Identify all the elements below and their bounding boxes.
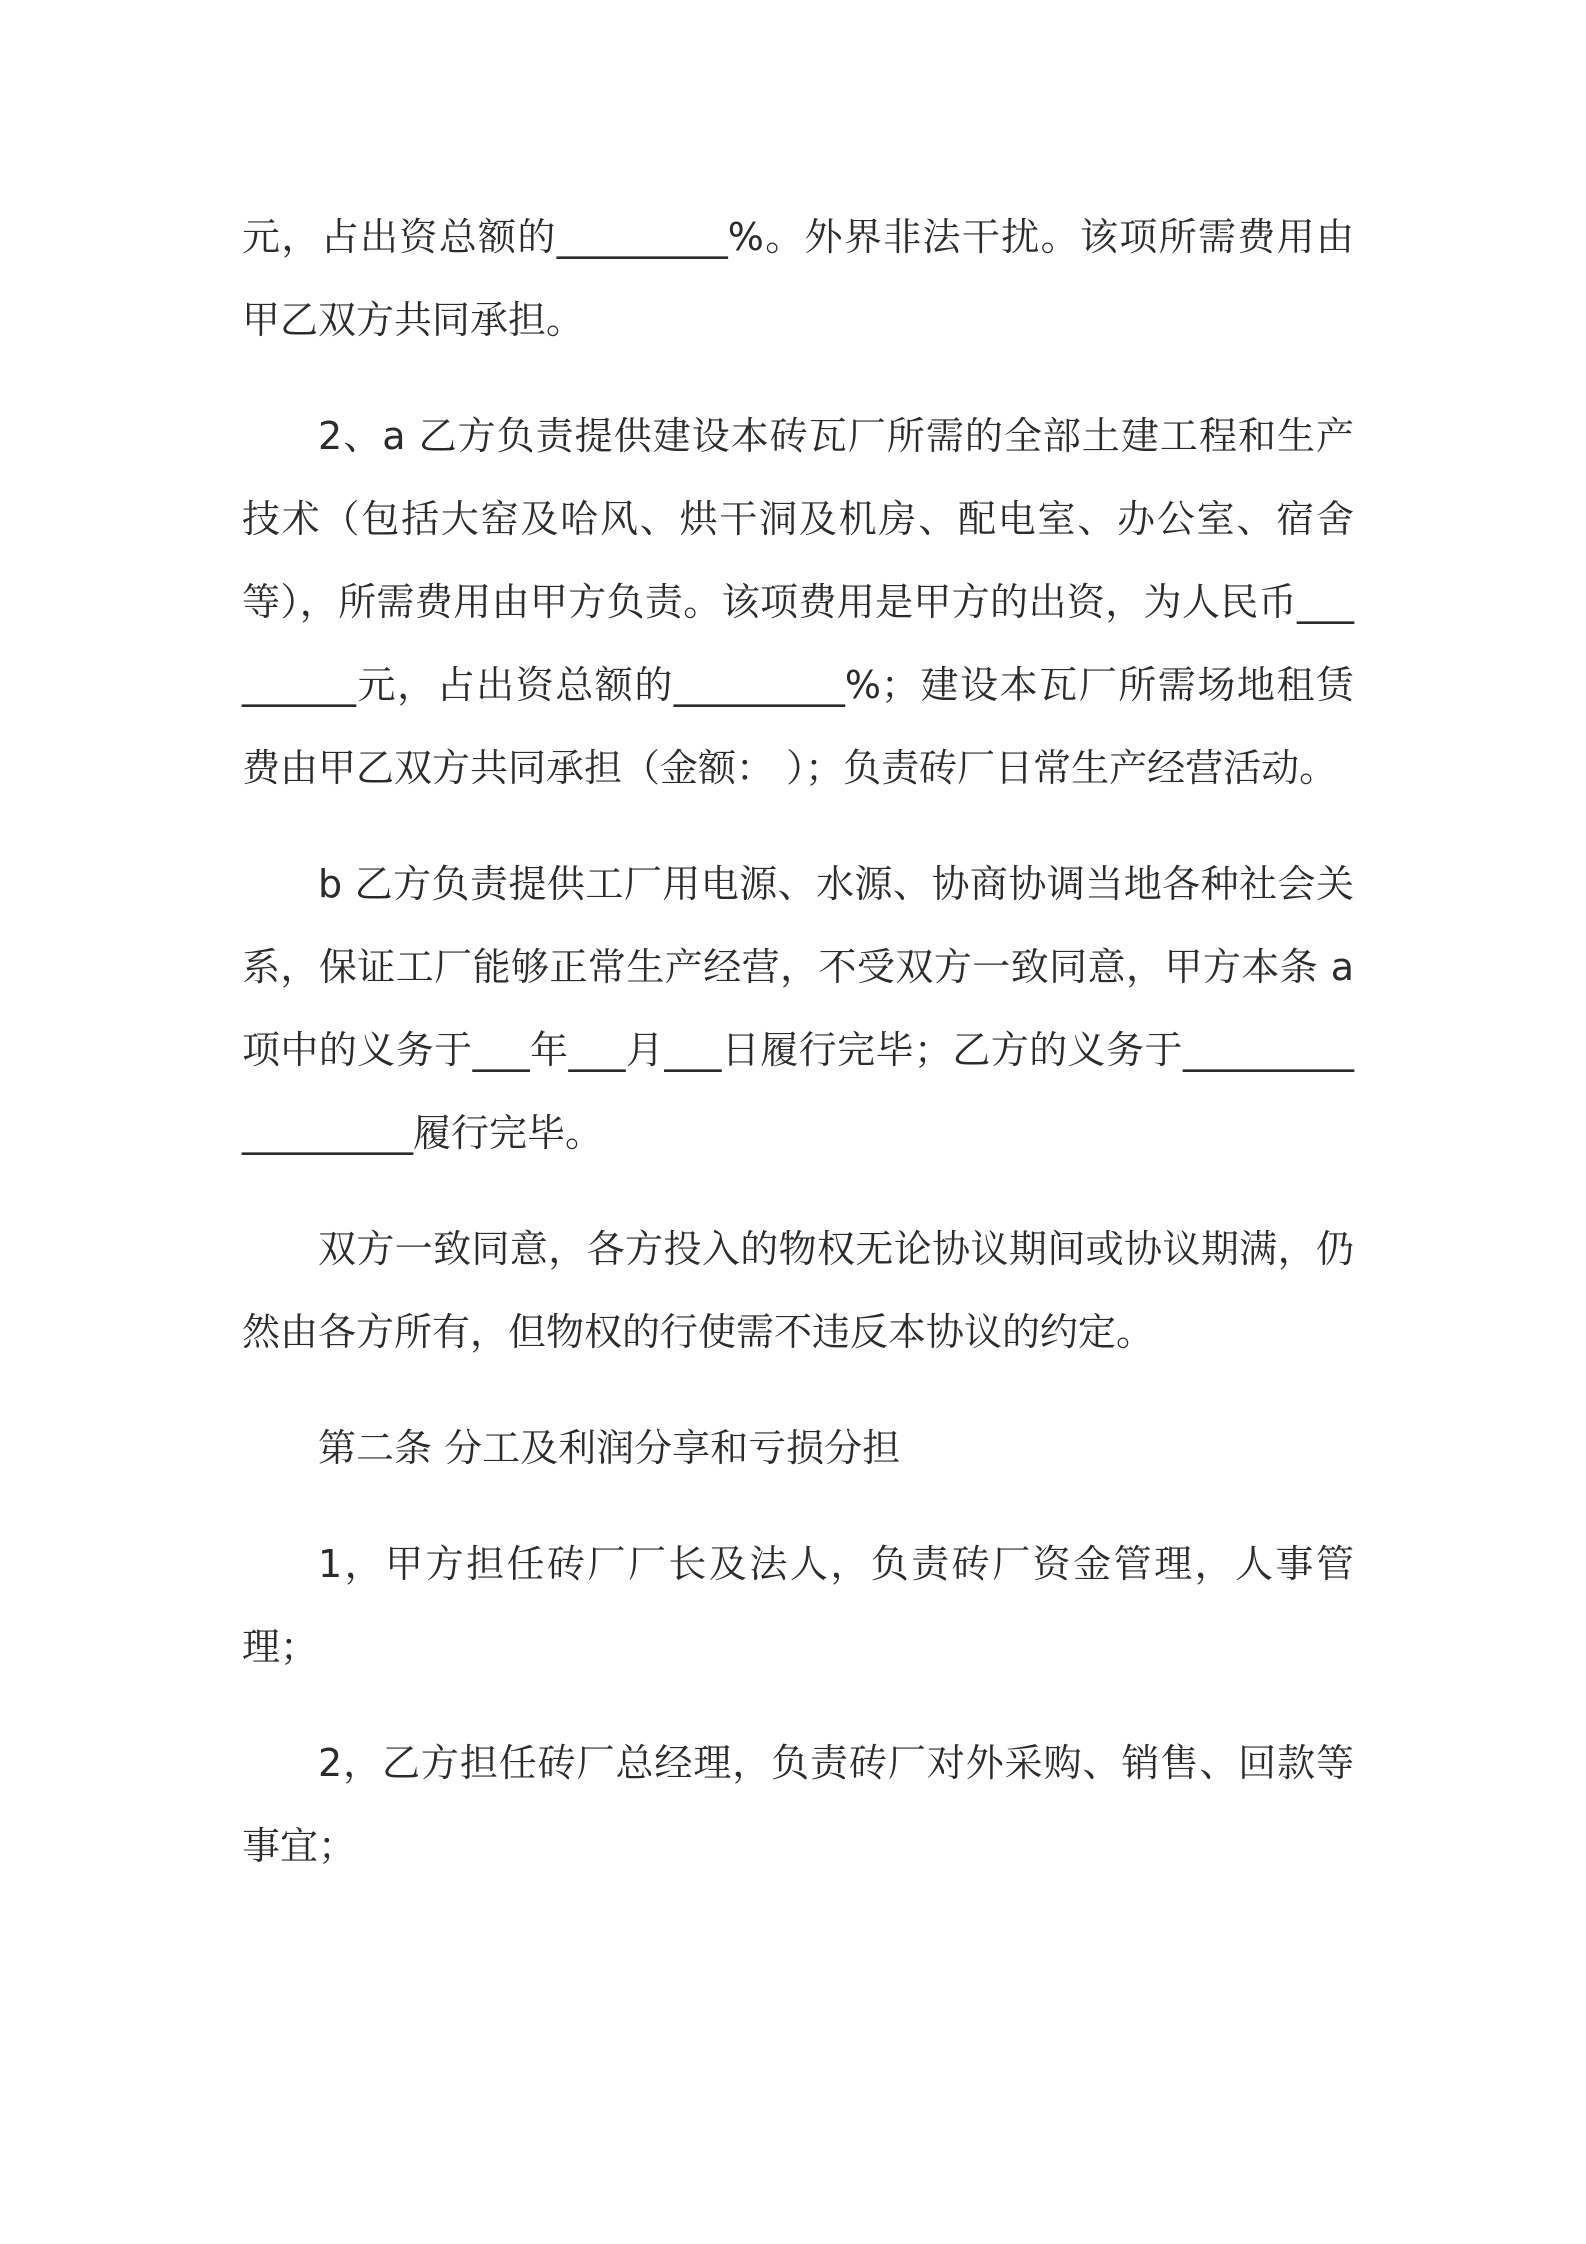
- article-2-heading: 第二条 分工及利润分享和亏损分担: [318, 1426, 901, 1470]
- document-body: [242, 196, 1354, 1921]
- paragraph-clause-2b: b 乙方负责提供工厂用电源、水源、协商协调当地各种社会关系，保证工厂能够正常生产经营，不受双方一致同意，甲方本条 a 项中的义务于___年___月___日履行完毕；乙方的义务于__________________履行完毕。: [242, 862, 1354, 1155]
- paragraph-property-rights: 双方一致同意，各方投入的物权无论协议期间或协议期满，仍然由各方所有，但物权的行使需不违反本协议的约定。: [242, 1227, 1354, 1354]
- paragraph-clause-2: 2，乙方担任砖厂总经理，负责砖厂对外采购、销售、回款等事宜；: [242, 1741, 1354, 1868]
- paragraph-continuation: 元，占出资总额的_________%。外界非法干扰。该项所需费用由甲乙双方共同承担。: [242, 215, 1354, 342]
- paragraph-clause-1: 1，甲方担任砖厂厂长及法人，负责砖厂资金管理，人事管理；: [242, 1542, 1354, 1669]
- paragraph-clause-2a: 2、a 乙方负责提供建设本砖瓦厂所需的全部土建工程和生产技术（包括大窑及哈风、烘干洞及机房、配电室、办公室、宿舍等），所需费用由甲方负责。该项费用是甲方的出资，为人民币_________元，占出资总额的_________%；建设本瓦厂所需场地租赁费由甲乙双方共同承担（金额： ）；负责砖厂日常生产经营活动。: [242, 414, 1354, 790]
